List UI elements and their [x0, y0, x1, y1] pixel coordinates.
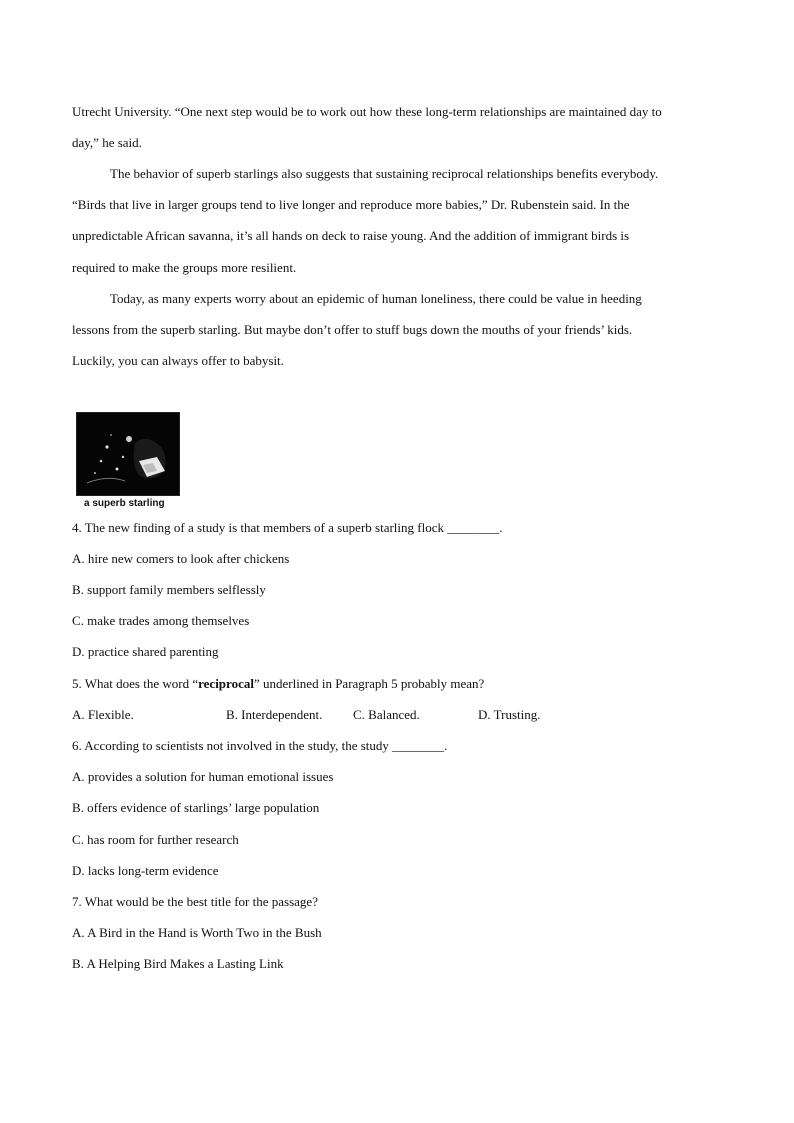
option-b[interactable]: B. offers evidence of starlings’ large population — [72, 800, 320, 815]
option-a[interactable]: A. Flexible. — [72, 707, 134, 722]
option-d[interactable]: D. practice shared parenting — [72, 644, 219, 659]
text-line: The behavior of superb starlings also suggests that sustaining reciprocal relationships benefits everybody. — [110, 166, 659, 181]
option-c[interactable]: C. Balanced. — [353, 707, 420, 722]
text-line: Utrecht University. “One next step would be to work out how these long-term relationships are maintained day to — [72, 104, 662, 119]
option-b[interactable]: B. support family members selflessly — [72, 582, 266, 597]
starling-photo — [76, 412, 180, 496]
text-line: required to make the groups more resilient. — [72, 260, 297, 275]
text-line: lessons from the superb starling. But maybe don’t offer to stuff bugs down the mouths of your friends’ kids. — [72, 322, 633, 337]
stem-text: ” underlined in Paragraph 5 probably mean? — [253, 676, 485, 691]
option-a[interactable]: A. provides a solution for human emotional issues — [72, 769, 334, 784]
keyword-reciprocal: reciprocal — [198, 676, 254, 691]
question-stem: 4. The new finding of a study is that members of a superb starling flock ________. — [72, 520, 503, 535]
text-line: Luckily, you can always offer to babysit. — [72, 353, 284, 368]
text-line: Today, as many experts worry about an epidemic of human loneliness, there could be value in heeding — [110, 291, 642, 306]
text-line: unpredictable African savanna, it’s all hands on deck to raise young. And the addition of immigrant birds is — [72, 228, 630, 243]
question-stem — [72, 676, 484, 692]
option-c[interactable]: C. has room for further research — [72, 832, 239, 847]
question-stem: 6. According to scientists not involved in the study, the study ________. — [72, 738, 448, 753]
starling-figure — [76, 412, 180, 509]
option-a[interactable]: A. A Bird in the Hand is Worth Two in the Bush — [72, 925, 322, 940]
option-c[interactable]: C. make trades among themselves — [72, 613, 250, 628]
question-stem: 7. What would be the best title for the passage? — [72, 894, 318, 909]
stem-text: 5. What does the word “ — [72, 676, 199, 691]
option-a[interactable]: A. hire new comers to look after chickens — [72, 551, 290, 566]
text-line: “Birds that live in larger groups tend to live longer and reproduce more babies,” Dr. Rubenstein said. In the — [72, 197, 630, 212]
option-b[interactable]: B. A Helping Bird Makes a Lasting Link — [72, 956, 284, 971]
option-d[interactable]: D. Trusting. — [478, 707, 541, 722]
text-line: day,” he said. — [72, 135, 142, 150]
option-b[interactable]: B. Interdependent. — [226, 707, 323, 722]
figure-caption: a superb starling — [84, 498, 165, 509]
option-d[interactable]: D. lacks long-term evidence — [72, 863, 219, 878]
